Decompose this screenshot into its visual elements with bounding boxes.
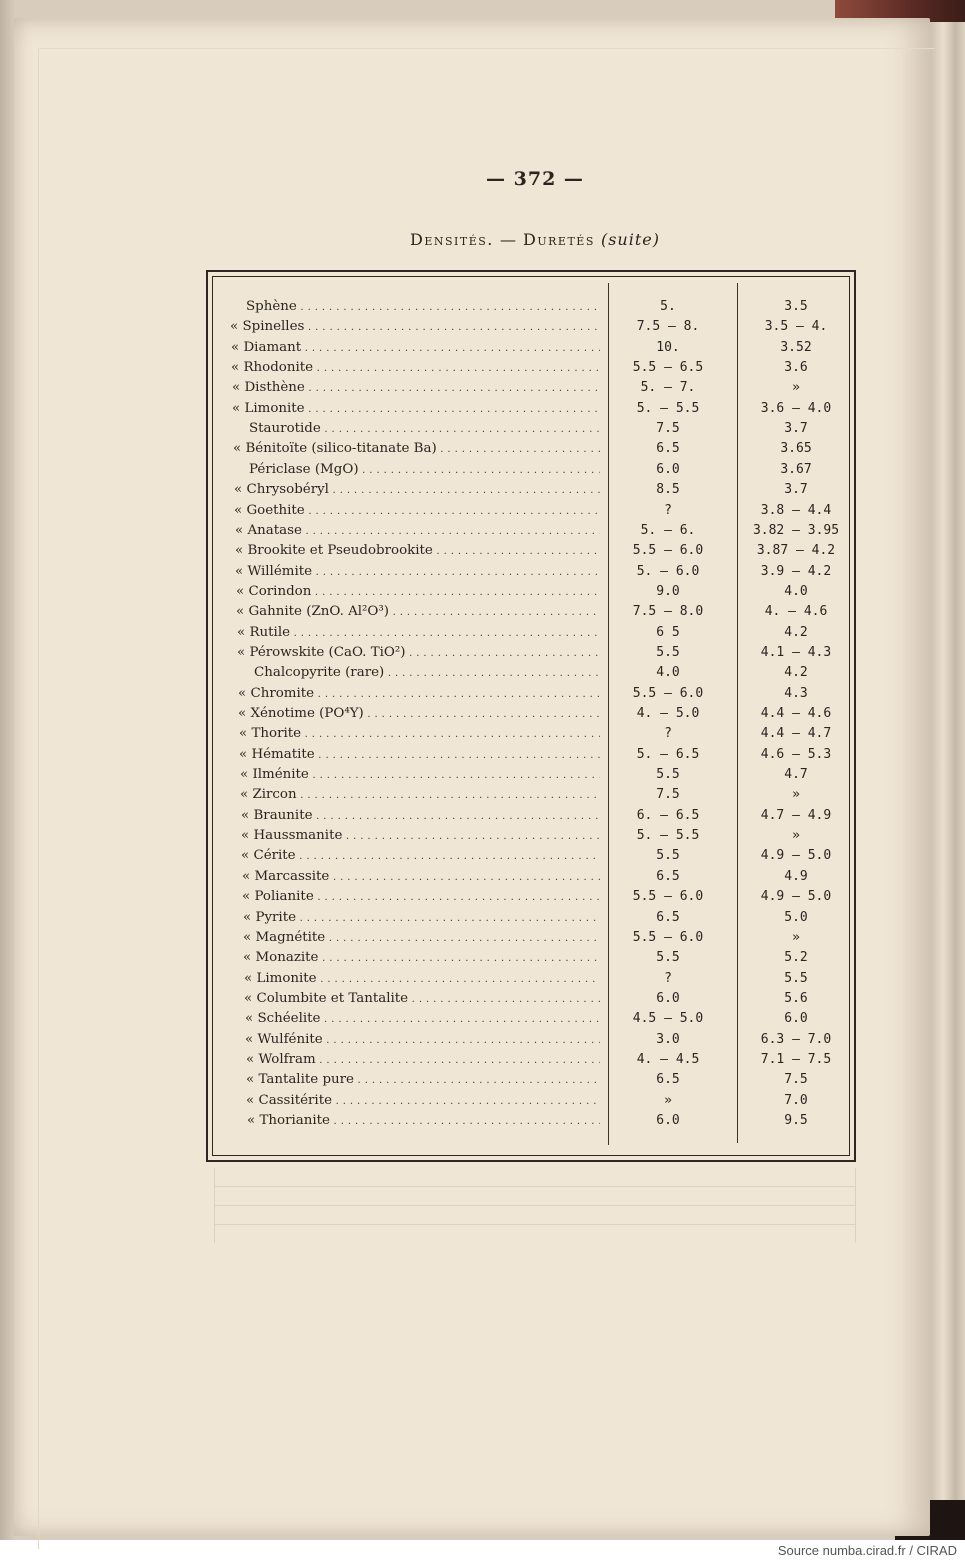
mineral-name: « Diamant . . . (231, 338, 600, 359)
hardness-value: 4.1 — 4.3 (760, 644, 832, 660)
table-row (0, 908, 965, 928)
hardness-value: 5.5 (784, 970, 808, 986)
table-row (0, 460, 965, 480)
mineral-name: « Xénotime (PO⁴Y) . . . (238, 704, 600, 725)
hardness-value: 4.4 — 4.6 (760, 706, 832, 721)
hardness-value: 3.82 — 3.95 (752, 522, 840, 538)
mineral-name: « Anatase . . . (235, 521, 600, 542)
hardness-value: 3.52 (780, 339, 812, 355)
hardness-value: 3.65 (780, 441, 812, 457)
table-row (0, 989, 965, 1009)
mineral-name: « Pyrite . . . (243, 908, 600, 929)
mineral-name: « Magnétite . . . (243, 928, 600, 949)
table-row (0, 317, 965, 337)
hardness-value: 5.0 (784, 909, 808, 925)
table-row (0, 521, 965, 541)
density-value: 5. (660, 299, 676, 314)
hardness-value: 5.6 (784, 990, 808, 1006)
hardness-value: 7.1 — 7.5 (760, 1051, 832, 1067)
table-row (0, 399, 965, 419)
mineral-name: « Brookite et Pseudobrookite . . . (235, 541, 600, 562)
table-row (0, 623, 965, 643)
density-value: ? (664, 970, 672, 986)
density-value: 7.5 (656, 421, 680, 437)
table-row (0, 297, 965, 317)
density-value: 4. — 5.0 (636, 706, 700, 721)
hardness-value: 3.5 (784, 299, 808, 314)
density-value: 5. — 5.5 (636, 828, 700, 844)
title-separator: — (493, 230, 524, 249)
mineral-name: « Zircon . . . (240, 785, 600, 806)
table-row (0, 785, 965, 805)
density-value: 6.5 (656, 1072, 680, 1088)
hardness-value: 5.2 (784, 950, 808, 966)
density-value: 5.5 — 6.5 (632, 360, 704, 376)
table-row (0, 1111, 965, 1131)
density-value: 6 5 (656, 624, 680, 640)
hardness-value: 3.9 — 4.2 (760, 563, 832, 579)
density-value: 5. — 5.5 (636, 400, 700, 416)
mineral-name: « Thorite . . . (239, 724, 600, 745)
hardness-value: 4. — 4.6 (764, 604, 828, 620)
table-row (0, 501, 965, 521)
density-value: 5.5 — 6.0 (632, 929, 704, 945)
hardness-value: 4.9 — 5.0 (760, 848, 832, 864)
mineral-name: « Polianite . . . (242, 887, 600, 908)
mineral-name: « Haussmanite . . . (241, 826, 600, 847)
mineral-name: « Wulfénite . . . (245, 1030, 600, 1051)
mineral-name: « Tantalite pure . . . (246, 1070, 600, 1091)
mineral-name: Périclase (MgO) . . . (249, 460, 600, 481)
mineral-name: « Pérowskite (CaO. TiO²) . . . (237, 643, 600, 664)
hardness-value: 4.9 (784, 868, 808, 884)
table-row (0, 969, 965, 989)
table-row (0, 806, 965, 826)
mineral-name: « Goethite . . . (234, 501, 600, 522)
hardness-value: 4.3 (784, 685, 808, 701)
density-value: 4.5 — 5.0 (632, 1011, 704, 1027)
table-row (0, 643, 965, 663)
table-row (0, 684, 965, 704)
table-row (0, 1091, 965, 1111)
density-value: 6.0 (656, 990, 680, 1006)
table-row (0, 1009, 965, 1029)
table-row (0, 419, 965, 439)
table-row (0, 826, 965, 846)
hardness-value: 4.0 (784, 583, 808, 599)
hardness-value: 4.7 — 4.9 (760, 807, 832, 823)
density-value: 4.0 (656, 665, 680, 681)
hardness-value: » (792, 787, 800, 803)
density-value: ? (664, 726, 672, 742)
mineral-name: « Gahnite (ZnO. Al²O³) . . . (236, 602, 600, 623)
table-row (0, 602, 965, 622)
table-row (0, 724, 965, 744)
hardness-value: 3.67 (780, 461, 812, 477)
mineral-name: « Thorianite . . . (247, 1111, 600, 1132)
table-row (0, 663, 965, 683)
density-value: » (664, 1092, 672, 1108)
mineral-name: « Schéelite . . . (245, 1009, 600, 1030)
mineral-name: Staurotide . . . (249, 419, 600, 440)
table-row (0, 846, 965, 866)
density-value: 5.5 (656, 767, 680, 783)
density-value: 3.0 (656, 1031, 680, 1047)
density-value: 6.5 (656, 868, 680, 884)
density-value: 4. — 4.5 (636, 1051, 700, 1067)
density-value: 5.5 (656, 848, 680, 864)
density-value: 7.5 — 8.0 (632, 604, 704, 620)
mineral-name: « Limonite . . . (244, 969, 600, 990)
show-through-bleed (214, 1168, 856, 1243)
hardness-value: 4.4 — 4.7 (760, 726, 832, 742)
mineral-name: « Limonite . . . (232, 399, 600, 420)
density-value: 6.5 (656, 441, 680, 457)
mineral-name: « Cérite . . . (241, 846, 600, 867)
hardness-value: 9.5 (784, 1113, 808, 1128)
table-row (0, 480, 965, 500)
mineral-name: « Hématite . . . (239, 745, 600, 766)
hardness-value: 3.6 — 4.0 (760, 400, 832, 416)
table-row (0, 765, 965, 785)
title-densites: Densités. (410, 230, 494, 249)
title-suite: (suite) (600, 230, 660, 249)
hardness-value: 4.9 — 5.0 (760, 889, 832, 905)
table-row (0, 745, 965, 765)
density-value: 6.0 (656, 1113, 680, 1128)
table-row (0, 1050, 965, 1070)
table-row (0, 1030, 965, 1050)
density-value: 5. — 6.5 (636, 746, 700, 762)
density-value: 9.0 (656, 583, 680, 599)
density-value: 5.5 — 6.0 (632, 543, 704, 559)
mineral-name: « Wolfram . . . (246, 1050, 600, 1071)
density-value: 5.5 — 6.0 (632, 889, 704, 905)
mineral-name: « Corindon . . . (236, 582, 600, 603)
density-value: 7.5 (656, 787, 680, 803)
mineral-name: « Willémite . . . (235, 562, 600, 583)
hardness-value: 7.0 (784, 1092, 808, 1108)
density-value: 5.5 — 6.0 (632, 685, 704, 701)
mineral-name: « Braunite . . . (241, 806, 600, 827)
mineral-name: « Rhodonite . . . (231, 358, 600, 379)
hardness-value: » (792, 828, 800, 844)
hardness-value: 7.5 (784, 1072, 808, 1088)
table-row (0, 439, 965, 459)
hardness-value: 3.7 (784, 421, 808, 437)
mineral-name: « Bénitoïte (silico-titanate Ba) . . . (233, 439, 600, 460)
density-value: ? (664, 502, 672, 518)
mineral-name: « Disthène . . . (232, 378, 600, 399)
table-row (0, 338, 965, 358)
table-row (0, 704, 965, 724)
table-row (0, 541, 965, 561)
density-value: 5. — 7. (640, 380, 696, 396)
source-credit: Source numba.cirad.fr / CIRAD (777, 1543, 957, 1558)
hardness-value: 3.8 — 4.4 (760, 502, 832, 518)
mineral-name: « Marcassite . . . (242, 867, 600, 888)
hardness-value: » (792, 380, 800, 396)
density-value: 5.5 (656, 644, 680, 660)
mineral-name: Sphène . . . (246, 297, 600, 318)
density-value: 5.5 (656, 950, 680, 966)
mineral-name: « Cassitérite . . . (246, 1091, 600, 1112)
hardness-value: 3.6 (784, 360, 808, 376)
table-row (0, 1070, 965, 1090)
mineral-name: « Monazite . . . (243, 948, 600, 969)
title-duretes: Duretés (523, 230, 595, 249)
hardness-value: 6.0 (784, 1011, 808, 1027)
hardness-value: 4.2 (784, 624, 808, 640)
hardness-value: 3.5 — 4. (764, 319, 828, 335)
table-row (0, 582, 965, 602)
mineral-name: « Ilménite . . . (240, 765, 600, 786)
hardness-value: 4.6 — 5.3 (760, 746, 832, 762)
density-value: 6.0 (656, 461, 680, 477)
hardness-value: » (792, 929, 800, 945)
mineral-name: « Rutile . . . (237, 623, 600, 644)
density-value: 8.5 (656, 482, 680, 498)
mineral-name: « Spinelles . . . (230, 317, 600, 338)
hardness-value: 6.3 — 7.0 (760, 1031, 832, 1047)
hardness-value: 3.87 — 4.2 (756, 543, 836, 559)
mineral-name: « Chrysobéryl . . . (234, 480, 600, 501)
density-value: 10. (656, 339, 680, 355)
table-row (0, 358, 965, 378)
table-row (0, 562, 965, 582)
table-row (0, 928, 965, 948)
section-title (0, 230, 965, 249)
mineral-name: « Columbite et Tantalite . . . (244, 989, 600, 1010)
density-value: 6. — 6.5 (636, 807, 700, 823)
hardness-value: 4.2 (784, 665, 808, 681)
table-row (0, 887, 965, 907)
density-value: 6.5 (656, 909, 680, 925)
table-row (0, 948, 965, 968)
mineral-name: « Chromite . . . (238, 684, 600, 705)
density-value: 7.5 — 8. (636, 319, 700, 335)
density-value: 5. — 6.0 (636, 563, 700, 579)
density-value: 5. — 6. (640, 522, 696, 538)
hardness-value: 3.7 (784, 482, 808, 498)
table-row (0, 867, 965, 887)
page-number: — 372 — (486, 168, 584, 190)
mineral-name: Chalcopyrite (rare) . . . (254, 663, 600, 684)
hardness-value: 4.7 (784, 767, 808, 783)
table-row (0, 378, 965, 398)
